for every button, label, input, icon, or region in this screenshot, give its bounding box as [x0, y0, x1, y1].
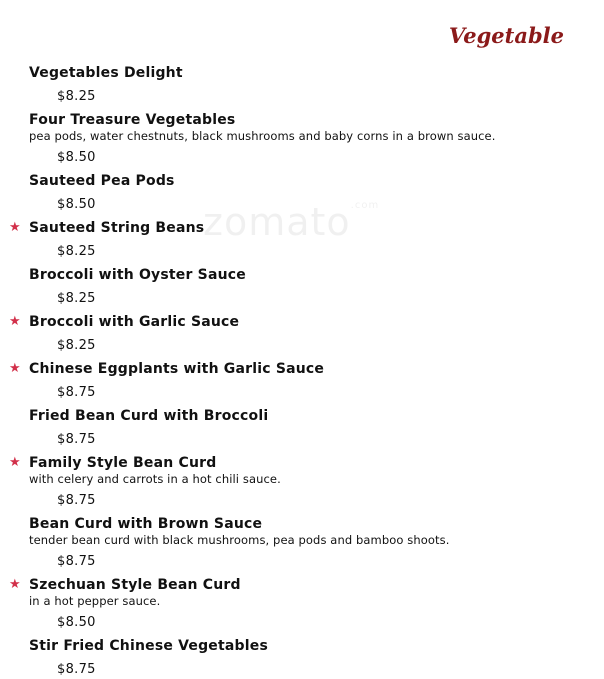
item-price: $8.25	[57, 291, 96, 306]
item-description: pea pods, water chestnuts, black mushrooms and baby corns in a brown sauce.	[29, 129, 496, 143]
item-name: Broccoli with Oyster Sauce	[29, 267, 246, 283]
item-name: Chinese Eggplants with Garlic Sauce	[29, 361, 325, 377]
menu-item-list	[0, 64, 604, 679]
item-name: Sauteed String Beans	[29, 220, 205, 236]
item-price: $8.75	[57, 385, 96, 400]
item-name: Broccoli with Garlic Sauce	[29, 314, 240, 330]
menu-item	[0, 407, 604, 449]
item-name: Family Style Bean Curd	[29, 455, 217, 471]
item-price: $8.25	[57, 244, 96, 259]
item-price: $8.50	[57, 197, 96, 212]
watermark-text: zomato	[203, 200, 351, 244]
star-icon: ★	[9, 361, 21, 376]
menu-item	[0, 219, 604, 261]
item-name: Bean Curd with Brown Sauce	[29, 516, 263, 532]
item-name: Four Treasure Vegetables	[29, 112, 236, 128]
watermark-suffix: .com	[350, 200, 380, 211]
item-price: $8.25	[57, 89, 96, 104]
menu-item	[0, 515, 604, 571]
item-name: Vegetables Delight	[29, 65, 183, 81]
menu-item	[0, 313, 604, 355]
menu-item	[0, 360, 604, 402]
item-price: $8.50	[57, 615, 96, 630]
menu-item	[0, 111, 604, 167]
menu-item	[0, 454, 604, 510]
star-icon: ★	[9, 455, 21, 470]
star-icon: ★	[9, 577, 21, 592]
menu-item	[0, 266, 604, 308]
item-description: with celery and carrots in a hot chili sauce.	[29, 472, 281, 486]
item-description: tender bean curd with black mushrooms, pea pods and bamboo shoots.	[29, 533, 450, 547]
menu-item	[0, 172, 604, 214]
section-title: Vegetable	[448, 23, 564, 48]
item-price: $8.75	[57, 662, 96, 677]
star-icon: ★	[9, 314, 21, 329]
item-name: Szechuan Style Bean Curd	[29, 577, 241, 593]
menu-item	[0, 64, 604, 106]
item-price: $8.75	[57, 554, 96, 569]
item-name: Sauteed Pea Pods	[29, 173, 175, 189]
item-name: Fried Bean Curd with Broccoli	[29, 408, 269, 424]
item-name: Stir Fried Chinese Vegetables	[29, 638, 268, 654]
item-price: $8.50	[57, 150, 96, 165]
item-price: $8.75	[57, 493, 96, 508]
menu-item	[0, 576, 604, 632]
menu-item	[0, 637, 604, 679]
item-price: $8.75	[57, 432, 96, 447]
item-price: $8.25	[57, 338, 96, 353]
star-icon: ★	[9, 220, 21, 235]
item-description: in a hot pepper sauce.	[29, 594, 161, 608]
